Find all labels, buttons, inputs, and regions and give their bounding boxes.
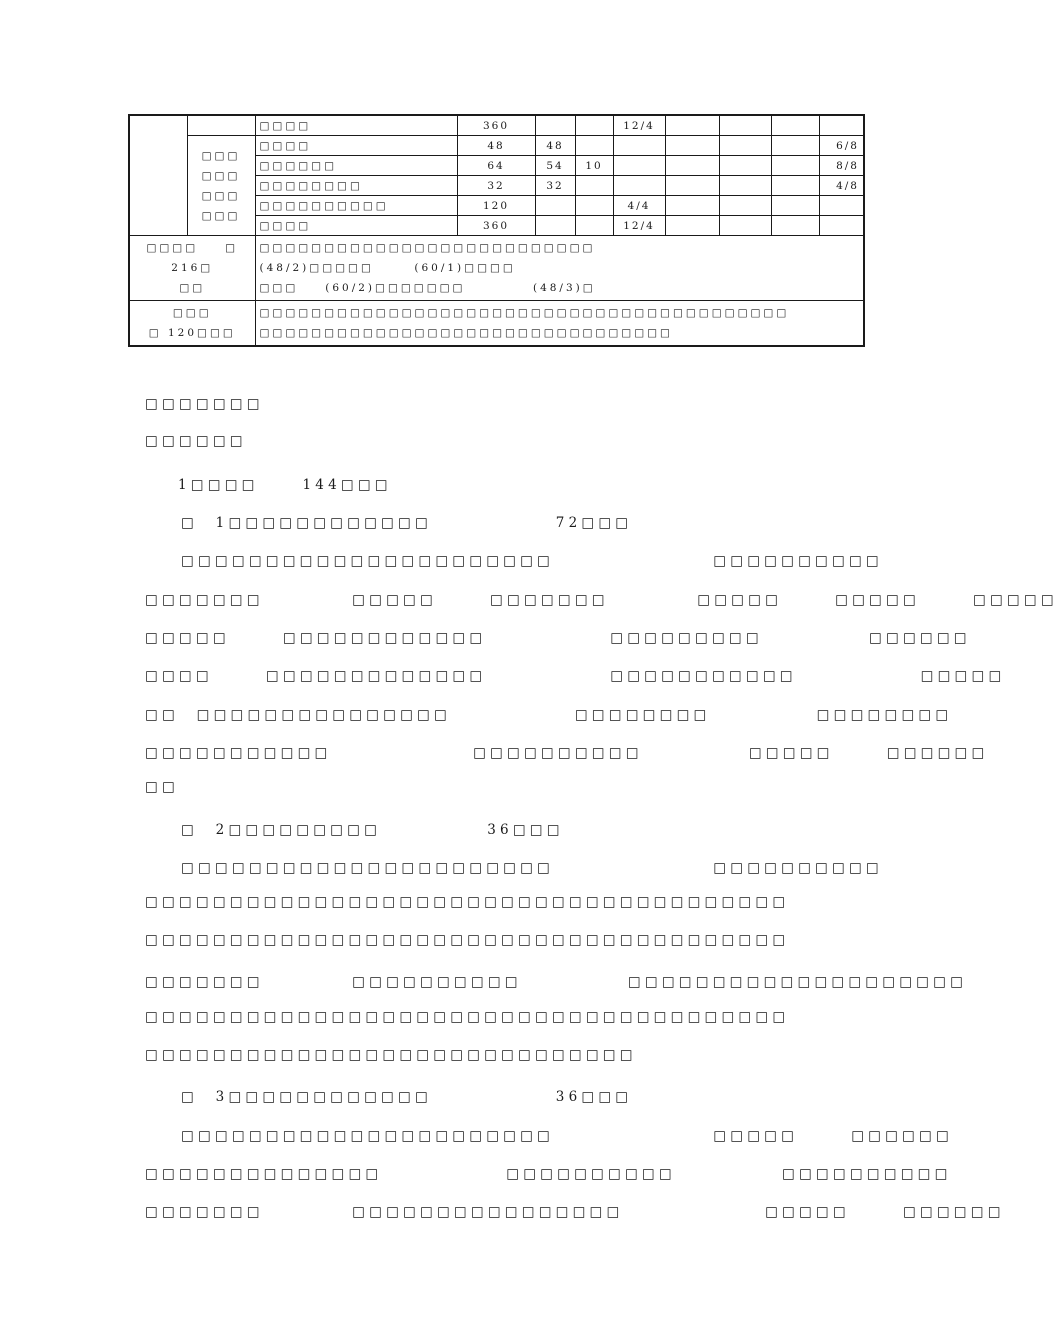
semester-2-cell bbox=[665, 196, 719, 216]
course-heading: □ 3□□□□□□□□□□□□ 36□□□ bbox=[181, 1089, 633, 1105]
semester-4-cell bbox=[771, 136, 819, 156]
semester-1-cell bbox=[613, 156, 665, 176]
semester-4-cell bbox=[771, 176, 819, 196]
semester-5-cell: 6/8 bbox=[819, 136, 864, 156]
course-name: □□□□ bbox=[255, 115, 457, 136]
semester-1-cell bbox=[613, 136, 665, 156]
paragraph-line: □□□□□□□□□□□□□□□□□□□□□□ □□□□□ □□□□□□ bbox=[181, 1128, 953, 1144]
paragraph-line: □□□□□□□□□□□□□□□□□□□□□□ □□□□□□□□□□ bbox=[181, 860, 883, 876]
theory-hours-cell bbox=[535, 216, 575, 236]
group-label bbox=[187, 136, 255, 236]
course-heading: □ 2□□□□□□□□□ 36□□□ bbox=[181, 822, 564, 838]
elective-label bbox=[129, 236, 255, 301]
theory-hours-cell: 48 bbox=[535, 136, 575, 156]
paragraph-line: □□□□□□□□□□□□□□□□□□□□□□□□□□□□□□□□□□□□□□ bbox=[145, 894, 790, 910]
category-cell bbox=[129, 115, 187, 236]
practice-hours-cell: 10 bbox=[575, 156, 613, 176]
course-heading: □ 1□□□□□□□□□□□□ 72□□□ bbox=[181, 515, 633, 531]
semester-4-cell bbox=[771, 156, 819, 176]
semester-3-cell bbox=[719, 176, 771, 196]
group-cell-empty bbox=[187, 115, 255, 136]
semester-2-cell bbox=[665, 115, 719, 136]
practice-hours-cell bbox=[575, 136, 613, 156]
group-label-text: □□□ □□□ □□□ □□□ bbox=[201, 149, 241, 222]
course-name: □□□□ bbox=[255, 216, 457, 236]
paragraph-line: □□□□ □□□□□□□□□□□□□ □□□□□□□□□□□ □□□□□ bbox=[145, 668, 1006, 684]
practice-hours-cell bbox=[575, 216, 613, 236]
elective-content bbox=[255, 236, 864, 301]
course-name: □□□□□□□□ bbox=[255, 176, 457, 196]
public-content bbox=[255, 301, 864, 347]
item-heading: 1□□□□ 144□□□ bbox=[178, 477, 392, 493]
hours-cell: 120 bbox=[457, 196, 535, 216]
table-row-public bbox=[129, 301, 864, 347]
paragraph-line: □□□□□□□□□□□□□□□□□□□□□□ □□□□□□□□□□ bbox=[181, 553, 883, 569]
semester-3-cell bbox=[719, 136, 771, 156]
table-row-elective bbox=[129, 236, 864, 301]
semester-1-cell bbox=[613, 176, 665, 196]
section-heading: □□□□□□□ bbox=[145, 396, 264, 412]
semester-4-cell bbox=[771, 196, 819, 216]
semester-5-cell: 8/8 bbox=[819, 156, 864, 176]
paragraph-line: □□□□□□□□□□□□□□ □□□□□□□□□□ □□□□□□□□□□ bbox=[145, 1166, 952, 1182]
practice-hours-cell bbox=[575, 176, 613, 196]
hours-cell: 360 bbox=[457, 216, 535, 236]
public-label-text: □□□ □ 120□□□ bbox=[148, 307, 236, 339]
paragraph-line: □□□□□ □□□□□□□□□□□□ □□□□□□□□□ □□□□□□ bbox=[145, 630, 971, 646]
semester-2-cell bbox=[665, 216, 719, 236]
hours-cell: 32 bbox=[457, 176, 535, 196]
hours-cell: 48 bbox=[457, 136, 535, 156]
semester-3-cell bbox=[719, 196, 771, 216]
semester-3-cell bbox=[719, 156, 771, 176]
table-row bbox=[129, 136, 864, 156]
theory-hours-cell: 32 bbox=[535, 176, 575, 196]
semester-5-cell bbox=[819, 216, 864, 236]
elective-label-text: □□□□ □ 216□ □□ bbox=[146, 242, 239, 294]
course-name: □□□□ bbox=[255, 136, 457, 156]
semester-1-cell: 12/4 bbox=[613, 216, 665, 236]
semester-5-cell: 4/8 bbox=[819, 176, 864, 196]
curriculum-table bbox=[128, 114, 865, 347]
subsection-heading: □□□□□□ bbox=[145, 433, 247, 449]
course-name: □□□□□□□□□□ bbox=[255, 196, 457, 216]
semester-5-cell bbox=[819, 196, 864, 216]
elective-content-text: □□□□□□□□□□□□□□□□□□□□□□□□□□ (48/2)□□□□□ (60/1)□□□□ □□□ (60/2)□□□□□□□ (48/3)□ bbox=[259, 242, 596, 294]
semester-1-cell: 12/4 bbox=[613, 115, 665, 136]
paragraph-line: □□□□□□□□□□□ □□□□□□□□□□ □□□□□ □□□□□□ bbox=[145, 745, 989, 761]
paragraph-line: □□□□□□□□□□□□□□□□□□□□□□□□□□□□□□□□□□□□□□ bbox=[145, 1009, 790, 1025]
paragraph-line: □□ bbox=[145, 779, 179, 795]
theory-hours-cell bbox=[535, 196, 575, 216]
paragraph-line: □□□□□□□ □□□□□ □□□□□□□ □□□□□ □□□□□ □□□□□ bbox=[145, 592, 1058, 608]
semester-2-cell bbox=[665, 156, 719, 176]
public-label bbox=[129, 301, 255, 347]
table-row bbox=[129, 115, 864, 136]
semester-1-cell: 4/4 bbox=[613, 196, 665, 216]
paragraph-line: □□□□□□□□□□□□□□□□□□□□□□□□□□□□□□□□□□□□□□ bbox=[145, 932, 790, 948]
theory-hours-cell: 54 bbox=[535, 156, 575, 176]
semester-2-cell bbox=[665, 136, 719, 156]
hours-cell: 64 bbox=[457, 156, 535, 176]
semester-4-cell bbox=[771, 115, 819, 136]
semester-3-cell bbox=[719, 115, 771, 136]
theory-hours-cell bbox=[535, 115, 575, 136]
semester-2-cell bbox=[665, 176, 719, 196]
hours-cell: 360 bbox=[457, 115, 535, 136]
paragraph-line: □□□□□□□ □□□□□□□□□□ □□□□□□□□□□□□□□□□□□□□ bbox=[145, 974, 968, 990]
paragraph-line: □□ □□□□□□□□□□□□□□□ □□□□□□□□ □□□□□□□□ bbox=[145, 707, 953, 723]
practice-hours-cell bbox=[575, 196, 613, 216]
public-content-text: □□□□□□□□□□□□□□□□□□□□□□□□□□□□□□□□□□□□□□□□□ □□□□□□□□□□□□□□□□□□□□□□□□□□□□□□□□ bbox=[259, 307, 790, 339]
semester-4-cell bbox=[771, 216, 819, 236]
practice-hours-cell bbox=[575, 115, 613, 136]
paragraph-line: □□□□□□□□□□□□□□□□□□□□□□□□□□□□□ bbox=[145, 1047, 637, 1063]
semester-5-cell bbox=[819, 115, 864, 136]
course-name: □□□□□□ bbox=[255, 156, 457, 176]
paragraph-line: □□□□□□□ □□□□□□□□□□□□□□□□ □□□□□ □□□□□□ bbox=[145, 1204, 1005, 1220]
semester-3-cell bbox=[719, 216, 771, 236]
